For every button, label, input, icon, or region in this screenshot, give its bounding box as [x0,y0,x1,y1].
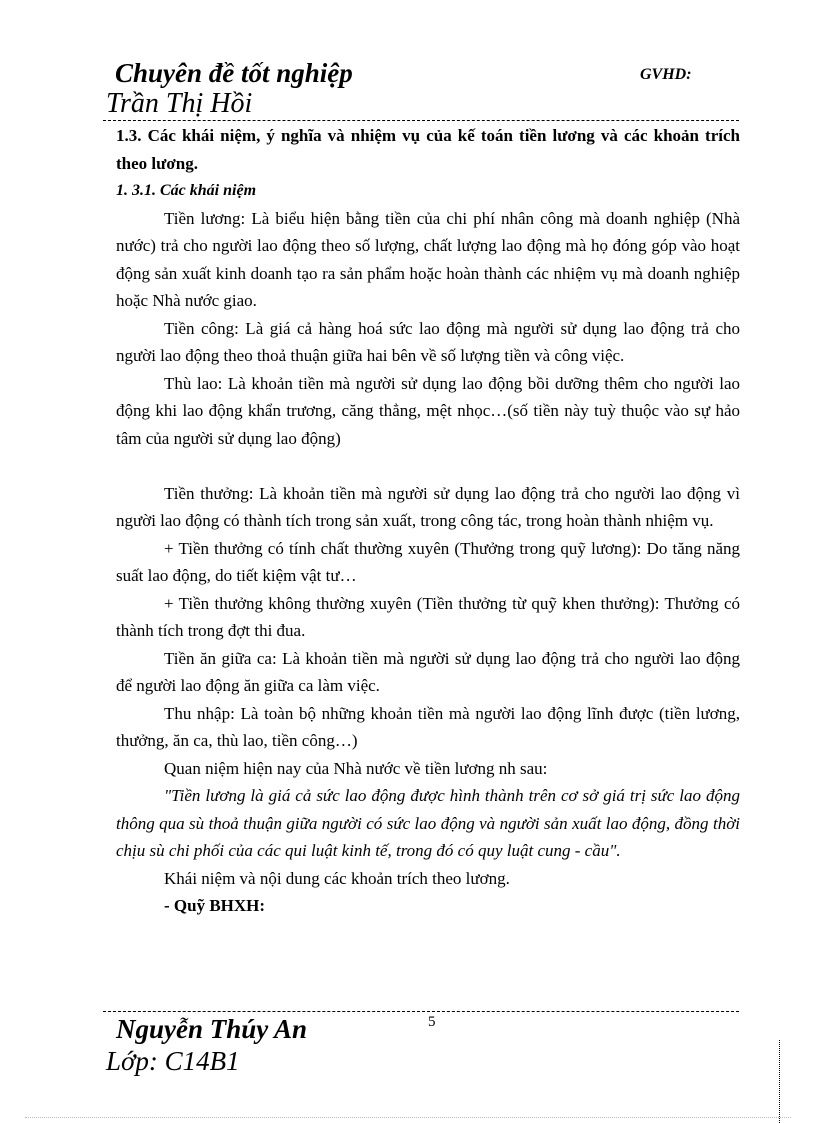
paragraph-tien-cong: Tiền công: Là giá cả hàng hoá sức lao động mà người sử dụng lao động trả cho người lao động theo thoả thuận giữa hai bên về số lượng tiền và công việc. [116,318,740,365]
section-subheading: 1. 3.1. Các khái niệm [116,182,257,199]
paragraph-quan-niem: Quan niệm hiện nay của Nhà nước về tiền lương nh sau: [164,758,548,778]
paragraph-thuong-thuong-xuyen: + Tiền thưởng có tính chất thường xuyên (Thưởng trong quỹ lương): Do tăng năng suất lao động, do tiết kiệm vật tư… [116,538,740,585]
footer-student-name: Nguyễn Thúy An [116,1014,308,1044]
page-number: 5 [428,1014,436,1030]
footer-class-label: Lớp: C14B1 [106,1046,240,1076]
paragraph-quote: "Tiền lương là giá cả sức lao động được hình thành trên cơ sở giá trị sức lao động thông qua sù thoả thuận giữa người có sức lao động và người sản xuất lao động, đồng thời chịu sù chi phối của các qui luật kinh tế, trong đó có quy luật cung - cầu". [116,786,740,860]
page-bottom-edge [25,1117,791,1118]
paragraph-thu-nhap: Thu nhập: Là toàn bộ những khoản tiền mà người lao động lĩnh được (tiền lương, thưởng, ăn ca, thù lao, tiền công…) [116,703,740,750]
page-body [116,122,740,920]
blank-line [116,452,740,480]
header-gvhd-label: GVHD: [640,66,692,83]
paragraph-thu-lao: Thù lao: Là khoản tiền mà người sử dụng lao động bồi dưỡng thêm cho người lao động khi lao động khẩn trương, căng thẳng, mệt nhọc…(số tiền này tuỳ thuộc vào sự hảo tâm của người sử dụng lao động) [116,373,740,448]
paragraph-thuong-khong-thuong-xuyen: + Tiền thưởng không thường xuyên (Tiền thưởng từ quỹ khen thưởng): Thưởng có thành tích trong đợt thi đua. [116,593,740,640]
paragraph-tien-an-giua-ca: Tiền ăn giữa ca: Là khoản tiền mà người sử dụng lao động trả cho người lao động để người lao động ăn giữa ca làm việc. [116,648,740,695]
header-title: Chuyên đề tốt nghiệp [115,58,353,88]
paragraph-tien-thuong: Tiền thưởng: Là khoản tiền mà người sử dụng lao động trả cho người lao động vì người lao động có thành tích trong sản xuất, trong công tác, trong hoàn thành nhiệm vụ. [116,483,740,530]
paragraph-khai-niem: Khái niệm và nội dung các khoản trích theo lương. [164,868,510,888]
section-heading: 1.3. Các khái niệm, ý nghĩa và nhiệm vụ của kế toán tiền lương và các khoản trích theo lương. [116,126,740,173]
paragraph-quy-bhxh: - Quỹ BHXH: [164,896,266,915]
page-corner-marker [779,1040,780,1123]
header-author: Trần Thị Hồi [106,88,253,119]
paragraph-tien-luong: Tiền lương: Là biểu hiện bằng tiền của chi phí nhân công mà doanh nghiệp (Nhà nước) trả cho người lao động theo số lượng, chất lượng lao động mà họ đóng góp vào hoạt động sản xuất kinh doanh tạo ra sản phẩm hoặc hoàn thành các nhiệm vụ mà doanh nghiệp hoặc Nhà nước giao. [116,208,740,310]
footer-divider [103,1011,739,1012]
header-divider [103,120,739,121]
